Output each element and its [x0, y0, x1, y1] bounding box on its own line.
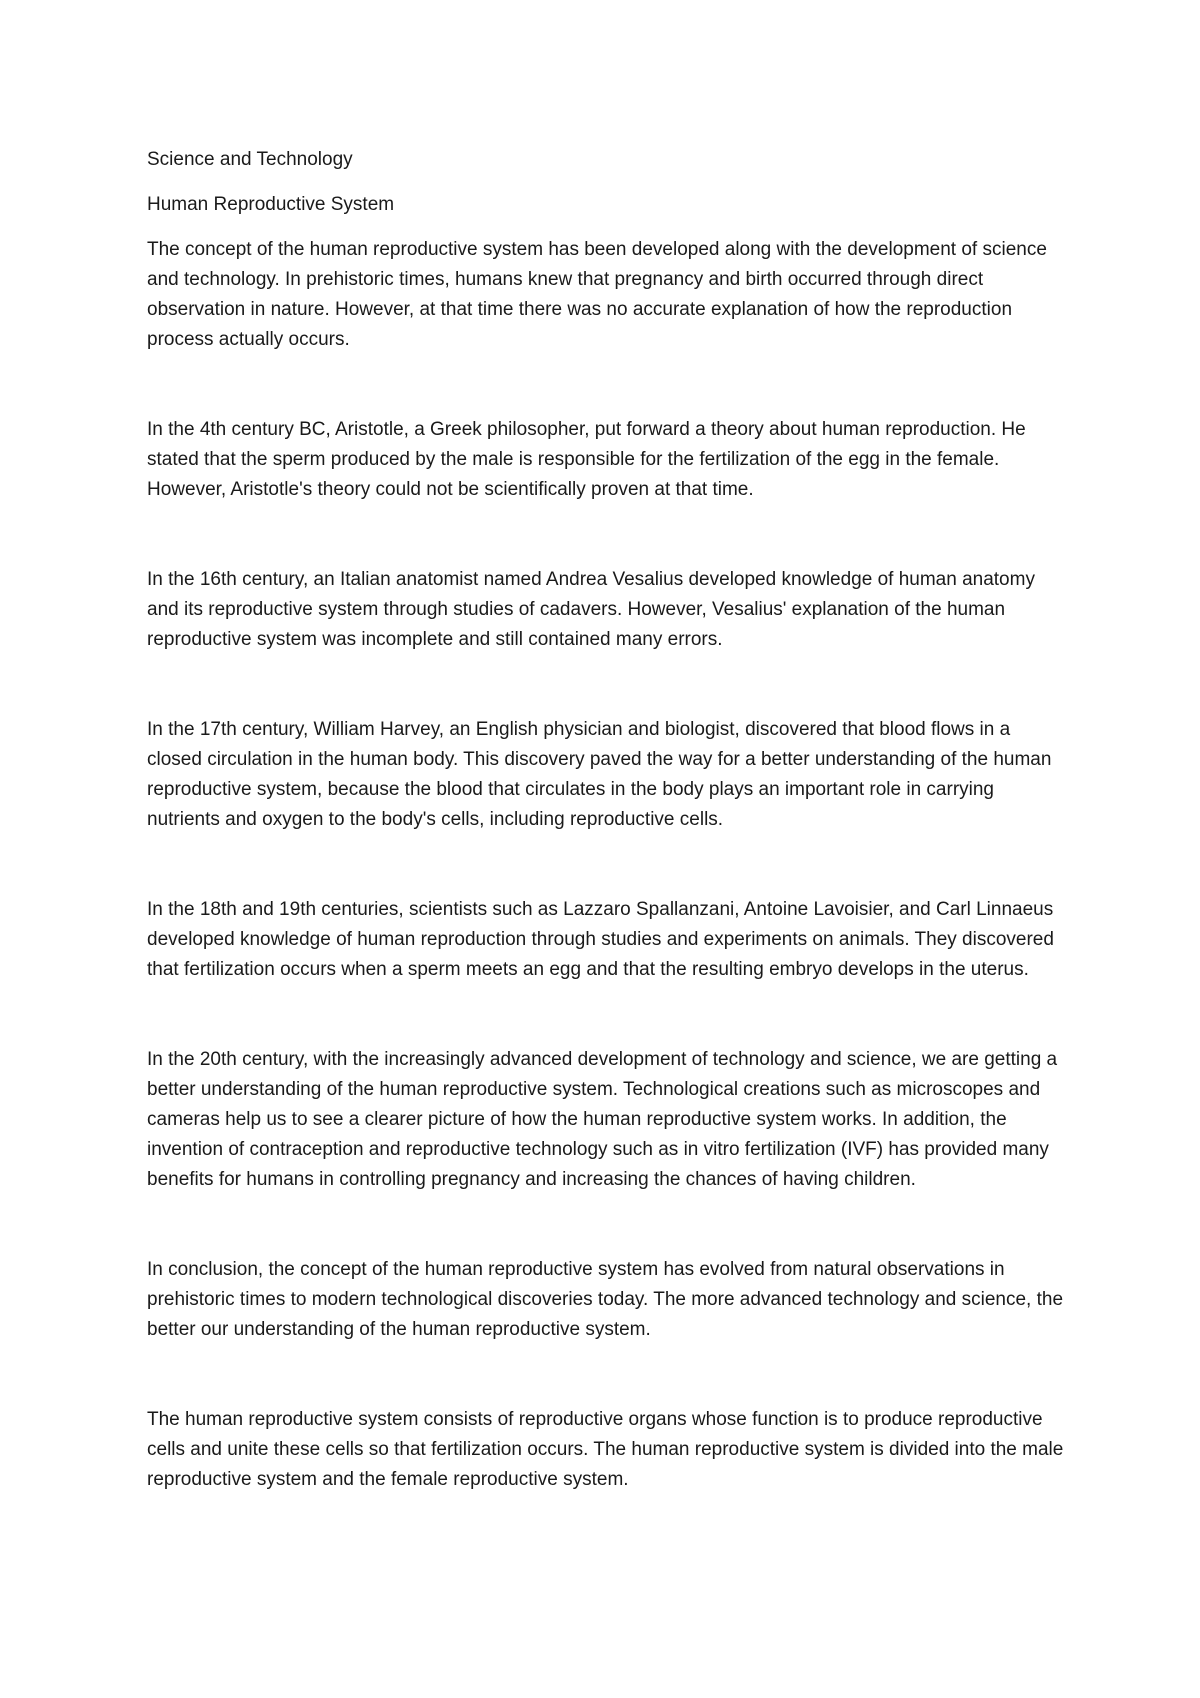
paragraph-18th-19th-century: In the 18th and 19th centuries, scientists such as Lazzaro Spallanzani, Antoine Lavoisier, and Carl Linnaeus developed knowledge of human reproduction through studies and experiments on animals. They discovered that fertilization occurs when a sperm meets an egg and that the resulting embryo develops in the uterus. [147, 899, 1054, 980]
paragraph-conclusion: In conclusion, the concept of the human reproductive system has evolved from natural observations in prehistoric times to modern technological discoveries today. The more advanced technology and science, the better our understanding of the human reproductive system. [147, 1259, 1064, 1340]
paragraph-system-overview: The human reproductive system consists of reproductive organs whose function is to produce reproductive cells and unite these cells so that fertilization occurs. The human reproductive system is divided into the male reproductive system and the female reproductive system. [147, 1409, 1064, 1490]
paragraph-vesalius: In the 16th century, an Italian anatomist named Andrea Vesalius developed knowledge of human anatomy and its reproductive system through studies of cadavers. However, Vesalius' explanation of the human reproductive system was incomplete and still contained many errors. [147, 569, 1035, 650]
document-subject: Science and Technology [147, 149, 353, 170]
paragraph-aristotle: In the 4th century BC, Aristotle, a Greek philosopher, put forward a theory about human reproduction. He stated that the sperm produced by the male is responsible for the fertilization of the egg in the female. However, Aristotle's theory could not be scientifically proven at that time. [147, 419, 1026, 500]
paragraph-introduction: The concept of the human reproductive system has been developed along with the development of science and technology. In prehistoric times, humans knew that pregnancy and birth occurred through direct observation in nature. However, at that time there was no accurate explanation of how the reproduction process actually occurs. [147, 239, 1047, 350]
document-title: Human Reproductive System [147, 194, 395, 215]
paragraph-harvey: In the 17th century, William Harvey, an English physician and biologist, discovered that blood flows in a closed circulation in the human body. This discovery paved the way for a better understanding of the human reproductive system, because the blood that circulates in the body plays an important role in carrying nutrients and oxygen to the body's cells, including reproductive cells. [147, 719, 1052, 830]
document-body [147, 145, 1067, 1495]
paragraph-20th-century: In the 20th century, with the increasingly advanced development of technology and science, we are getting a better understanding of the human reproductive system. Technological creations such as microscopes and cameras help us to see a clearer picture of how the human reproductive system works. In addition, the invention of contraception and reproductive technology such as in vitro fertilization (IVF) has provided many benefits for humans in controlling pregnancy and increasing the chances of having children. [147, 1049, 1058, 1190]
